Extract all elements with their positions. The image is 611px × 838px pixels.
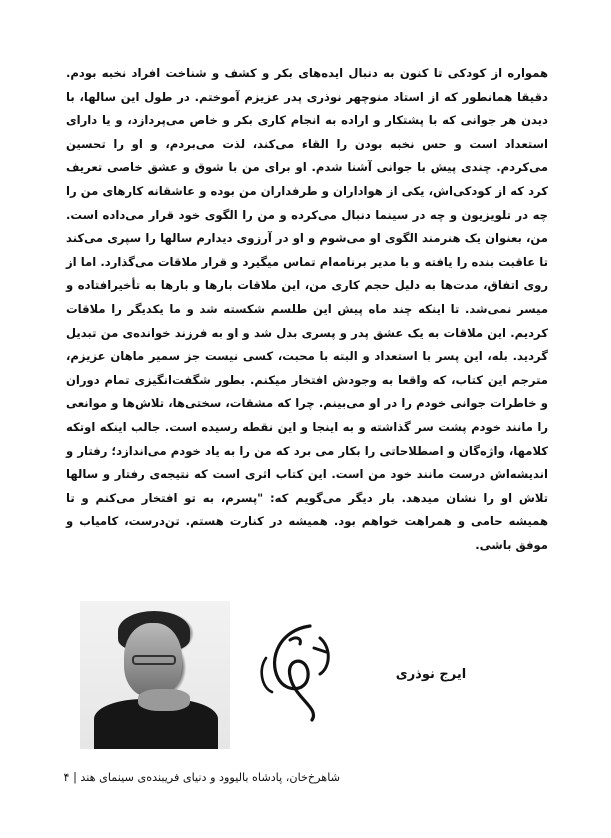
photo-hands-shape bbox=[138, 689, 190, 711]
body-text bbox=[66, 62, 548, 557]
foreword-paragraph: همواره از کودکی تا کنون به دنبال ایده‌های بکر و کشف و شناخت افراد نخبه بودم. دقیقا همانطور که از استاد منوچهر نوذری پدر عزیزم آموختم. در طول این سالها، با دیدن هر جوانی که با پشتکار و اراده به انجام کاری بکر و خاص می‌پردازد، و یا دارای استعداد است و حس نخبه بودن را القاء می‌کند، لذت می‌بردم، و او را تحسین می‌کردم. چندی پیش با جوانی آشنا شدم. او برای من با شوق و عشق خاصی تعریف کرد که از کودکی‌اش، یکی از هواداران و طرفداران من بوده و عاشقانه کارهای من را چه در تلویزیون و چه در سینما دنبال می‌کرده و من را الگوی خود قرار می‌داده است. من، بعنوان یک هنرمند الگوی او می‌شوم و او در آرزوی دیدارم سالها را سپری می‌کند تا عاقبت بنده را یافته و با مدیر برنامه‌ام تماس میگیرد و قرار ملاقات می‌گذارد. اما از روی اتفاق، مدت‌ها به دلیل حجم کاری من، این ملاقات بارها و بارها به تأخیرافتاده و میسر نمی‌شد. تا اینکه چند ماه پیش این طلسم شکسته شد و ما یکدیگر را ملاقات کردیم. این ملاقات به یک عشق پدر و پسری بدل شد و او به فرزند خوانده‌ی من تبدیل گردید. بله، این پسر با استعداد و البته با محبت، کسی نیست جز سمیر ماهان عزیزم، مترجم این کتاب، که واقعا به وجودش افتخار میکنم. بطور شگفت‌انگیزی تمام دوران و خاطرات جوانی خودم را در او می‌بینم. چرا که مشقات، سختی‌ها، تلاش‌ها و موانعی را مانند خودم پشت سر گذاشته و به اینجا و این نقطه رسیده است. جالب اینکه اوتکه کلامها، واژه‌گان و اصطلاحاتی را بکار می برد که من را به یاد خودم می‌اندازد؛ رفتار و اندیشه‌اش درست مانند خود من است. این کتاب اثری است که نتیجه‌ی رفتار و سالها تلاش او را نشان میدهد. بار دیگر می‌گویم که: "پسرم، به تو افتخار می‌کنم و تا همیشه حامی و همراهت خواهم بود. همیشه در کنارت هستم. تن‌درست، کامیاب و موفق باشی. bbox=[66, 66, 548, 552]
author-photo bbox=[80, 601, 230, 749]
photo-glasses-shape bbox=[132, 655, 176, 665]
author-name: ایرج نوذری bbox=[395, 667, 467, 682]
page-footer: شاهرخ‌خان، پادشاه بالیوود و دنیای فریبنده‌ی سینمای هند | ۴ bbox=[63, 771, 340, 784]
author-signature bbox=[250, 618, 342, 724]
